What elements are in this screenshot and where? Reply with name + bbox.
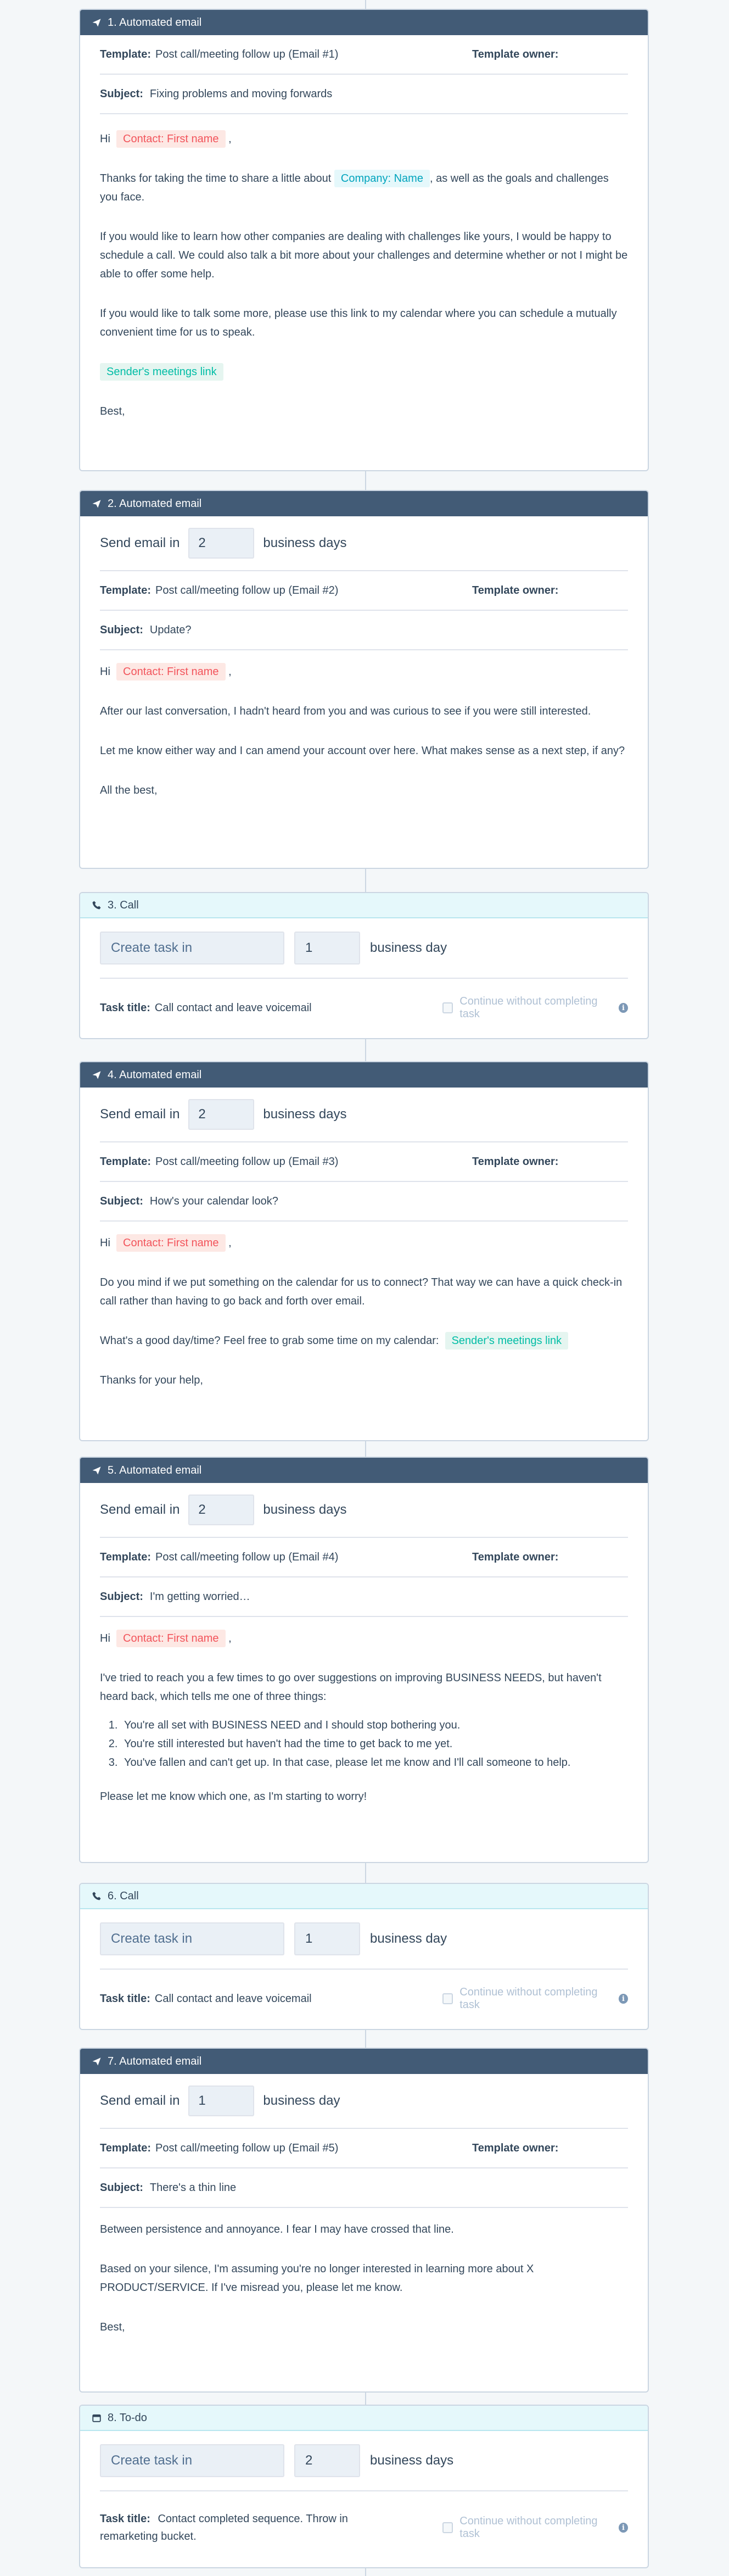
delay-days-input[interactable]: 1 — [188, 2086, 254, 2116]
email-body — [100, 2208, 628, 2337]
company-name-token: Company: Name — [334, 170, 430, 187]
step-card-5[interactable] — [79, 1457, 649, 1863]
subject-label: Subject: — [100, 1195, 143, 1207]
step-card-6[interactable] — [79, 1883, 649, 2030]
template-owner-label: Template owner: — [472, 2142, 559, 2154]
step-title: 4. Automated email — [108, 1068, 202, 1081]
subject-row — [100, 1182, 628, 1222]
paragraph: Please let me know which one, as I'm starting to worry! — [100, 1791, 367, 1803]
template-value[interactable]: Post call/meeting follow up (Email #3) — [155, 1155, 339, 1168]
step-card-8[interactable] — [79, 2405, 649, 2568]
subject-label: Subject: — [100, 1590, 143, 1603]
template-row — [100, 35, 628, 75]
paper-plane-icon — [91, 1465, 102, 1476]
step-header-3[interactable] — [80, 893, 648, 918]
step-title: 2. Automated email — [108, 497, 202, 510]
task-title-row — [100, 1970, 628, 2028]
template-owner-label: Template owner: — [472, 584, 559, 596]
comma: , — [228, 133, 232, 145]
greeting: Hi — [100, 1237, 110, 1249]
template-label: Template: — [100, 48, 151, 60]
email-body — [100, 1617, 628, 1806]
calendar-icon — [91, 2412, 102, 2423]
send-unit: business days — [263, 1502, 347, 1517]
step-title: 1. Automated email — [108, 16, 202, 29]
email-body — [100, 1222, 628, 1390]
contact-first-name-token: Contact: First name — [116, 130, 226, 148]
template-row — [100, 1538, 628, 1577]
subject-value: I'm getting worried… — [149, 1590, 250, 1603]
greeting: Hi — [100, 1632, 110, 1644]
step-header-2[interactable] — [80, 491, 648, 516]
meetings-link-token: Sender's meetings link — [100, 363, 223, 381]
subject-row — [100, 611, 628, 650]
send-label: Send email in — [100, 536, 180, 550]
step-header-7[interactable] — [80, 2049, 648, 2074]
info-icon[interactable]: i — [619, 2523, 628, 2533]
comma: , — [228, 666, 232, 678]
comma: , — [228, 1237, 232, 1249]
step-header-6[interactable] — [80, 1884, 648, 1909]
send-delay-row — [100, 1483, 628, 1538]
template-label: Template: — [100, 584, 151, 596]
step-title: 3. Call — [108, 899, 139, 911]
contact-first-name-token: Contact: First name — [116, 1234, 226, 1252]
send-unit: business days — [263, 536, 347, 550]
step-header-5[interactable] — [80, 1458, 648, 1483]
template-label: Template: — [100, 1155, 151, 1168]
send-unit: business days — [263, 1107, 347, 1122]
phone-icon — [91, 1891, 102, 1902]
paragraph: Let me know either way and I can amend your account over here. What makes sense as a next step, if any? — [100, 745, 625, 757]
list-item: 2. You're still interested but haven't had the time to get back to me yet. — [121, 1735, 628, 1753]
template-owner-label: Template owner: — [472, 48, 559, 60]
continue-label: Continue without completing task — [459, 995, 598, 1020]
subject-value: Fixing problems and moving forwards — [149, 87, 333, 100]
template-value[interactable]: Post call/meeting follow up (Email #1) — [155, 48, 339, 60]
template-row — [100, 2129, 628, 2168]
template-owner-label: Template owner: — [472, 1155, 559, 1168]
paragraph: Based on your silence, I'm assuming you're no longer interested in learning more about X PRODUCT/SERVICE. If I've misread you, please let me know. — [100, 2263, 534, 2294]
create-task-select[interactable]: Create task in — [100, 932, 284, 964]
step-card-4[interactable] — [79, 1061, 649, 1441]
task-title-label: Task title: — [100, 1992, 150, 2005]
greeting: Hi — [100, 133, 110, 145]
paragraph: Between persistence and annoyance. I fear I may have crossed that line. — [100, 2223, 454, 2235]
send-label: Send email in — [100, 1502, 180, 1517]
continue-without-completing — [442, 1986, 628, 2011]
subject-value: There's a thin line — [149, 2181, 237, 2194]
task-title-row — [100, 979, 628, 1037]
signoff: Thanks for your help, — [100, 1374, 203, 1386]
comma: , — [228, 1632, 232, 1644]
info-icon[interactable]: i — [619, 1003, 628, 1013]
meetings-link-token: Sender's meetings link — [445, 1332, 569, 1350]
task-delay-row — [100, 1909, 628, 1970]
template-value[interactable]: Post call/meeting follow up (Email #5) — [155, 2142, 339, 2154]
send-unit: business day — [263, 2093, 340, 2108]
template-owner-label: Template owner: — [472, 1551, 559, 1563]
template-row — [100, 1142, 628, 1182]
step-title: 7. Automated email — [108, 2055, 202, 2067]
options-list — [121, 1716, 628, 1772]
paper-plane-icon — [91, 498, 102, 509]
task-delay-row — [100, 918, 628, 979]
step-title: 6. Call — [108, 1889, 139, 1902]
template-value[interactable]: Post call/meeting follow up (Email #2) — [155, 584, 339, 596]
task-title-row — [100, 2491, 628, 2564]
step-title: 8. To-do — [108, 2411, 147, 2424]
delay-days-input[interactable]: 2 — [188, 1099, 254, 1130]
task-title-value: Call contact and leave voicemail — [154, 1002, 312, 1014]
task-unit: business days — [370, 2453, 454, 2468]
subject-label: Subject: — [100, 87, 143, 100]
greeting: Hi — [100, 666, 110, 678]
template-row — [100, 571, 628, 611]
paragraph: After our last conversation, I hadn't heard from you and was curious to see if you were still interested. — [100, 705, 591, 717]
email-body — [100, 650, 628, 800]
step-card-3[interactable] — [79, 892, 649, 1039]
contact-first-name-token: Contact: First name — [116, 1630, 226, 1647]
task-unit: business day — [370, 940, 447, 955]
email-body — [100, 114, 628, 421]
task-delay-input[interactable]: 1 — [294, 1922, 360, 1955]
paragraph: Thanks for taking the time to share a little about — [100, 172, 332, 185]
paragraph: I've tried to reach you a few times to go over suggestions on improving BUSINESS NEEDS, but haven't heard back, which tells me one of three things: — [100, 1672, 602, 1703]
subject-row — [100, 75, 628, 114]
create-task-select[interactable]: Create task in — [100, 2444, 284, 2477]
paragraph: , as well as the goals and challenges you face. — [100, 172, 609, 203]
contact-first-name-token: Contact: First name — [116, 663, 226, 681]
task-title-value: Contact completed sequence. Throw in remarketing bucket. — [100, 2513, 348, 2542]
step-header-8[interactable] — [80, 2406, 648, 2431]
paper-plane-icon — [91, 2056, 102, 2067]
task-delay-row — [100, 2431, 628, 2491]
subject-row — [100, 2168, 628, 2208]
continue-label: Continue without completing task — [459, 2515, 598, 2540]
template-value[interactable]: Post call/meeting follow up (Email #4) — [155, 1551, 339, 1563]
send-delay-row — [100, 2074, 628, 2129]
continue-label: Continue without completing task — [459, 1986, 598, 2011]
info-icon[interactable]: i — [619, 1994, 628, 2004]
task-unit: business day — [370, 1931, 447, 1946]
task-title-label: Task title: — [100, 1001, 150, 1014]
subject-value: Update? — [149, 623, 192, 636]
delay-days-input[interactable]: 2 — [188, 1495, 254, 1525]
step-card-7[interactable] — [79, 2048, 649, 2393]
send-delay-row — [100, 516, 628, 571]
continue-without-completing — [442, 2515, 628, 2540]
delay-days-input[interactable]: 2 — [188, 528, 254, 559]
list-item: 3. You've fallen and can't get up. In that case, please let me know and I'll call someone to help. — [121, 1753, 628, 1772]
subject-label: Subject: — [100, 623, 143, 636]
step-card-2[interactable] — [79, 490, 649, 869]
paragraph: If you would like to talk some more, please use this link to my calendar where you can schedule a mutually convenient time for us to speak. — [100, 308, 617, 338]
signoff: Best, — [100, 405, 125, 417]
send-label: Send email in — [100, 1107, 180, 1122]
send-delay-row — [100, 1088, 628, 1142]
paper-plane-icon — [91, 17, 102, 28]
paragraph: Do you mind if we put something on the calendar for us to connect? That way we can have a quick check-in call rather than having to go back and forth over email. — [100, 1276, 623, 1307]
list-item: 1. You're all set with BUSINESS NEED and I should stop bothering you. — [121, 1716, 628, 1735]
signoff: Best, — [100, 2321, 125, 2333]
continue-checkbox[interactable] — [442, 1993, 453, 2004]
send-label: Send email in — [100, 2093, 180, 2108]
step-header-4[interactable] — [80, 1062, 648, 1088]
signoff: All the best, — [100, 784, 158, 796]
task-title-label: Task title: — [100, 2513, 150, 2525]
subject-value: How's your calendar look? — [149, 1195, 278, 1207]
task-title-value: Call contact and leave voicemail — [154, 1993, 312, 2005]
task-delay-input[interactable]: 2 — [294, 2444, 360, 2477]
phone-icon — [91, 900, 102, 911]
template-label: Template: — [100, 2142, 151, 2154]
template-label: Template: — [100, 1551, 151, 1563]
create-task-select[interactable]: Create task in — [100, 1922, 284, 1955]
paper-plane-icon — [91, 1069, 102, 1080]
subject-row — [100, 1577, 628, 1617]
continue-without-completing — [442, 995, 628, 1021]
continue-checkbox[interactable] — [442, 2522, 453, 2533]
step-title: 5. Automated email — [108, 1464, 202, 1476]
paragraph: If you would like to learn how other companies are dealing with challenges like yours, I would be happy to schedule a call. We could also talk a bit more about your challenges and determine whether or not I might be able to offer some help. — [100, 231, 628, 280]
paragraph: What's a good day/time? Feel free to grab some time on my calendar: — [100, 1335, 439, 1347]
step-card-1[interactable] — [79, 9, 649, 471]
continue-checkbox[interactable] — [442, 1002, 453, 1013]
step-header-1[interactable] — [80, 10, 648, 35]
subject-label: Subject: — [100, 2181, 143, 2194]
task-delay-input[interactable]: 1 — [294, 932, 360, 964]
